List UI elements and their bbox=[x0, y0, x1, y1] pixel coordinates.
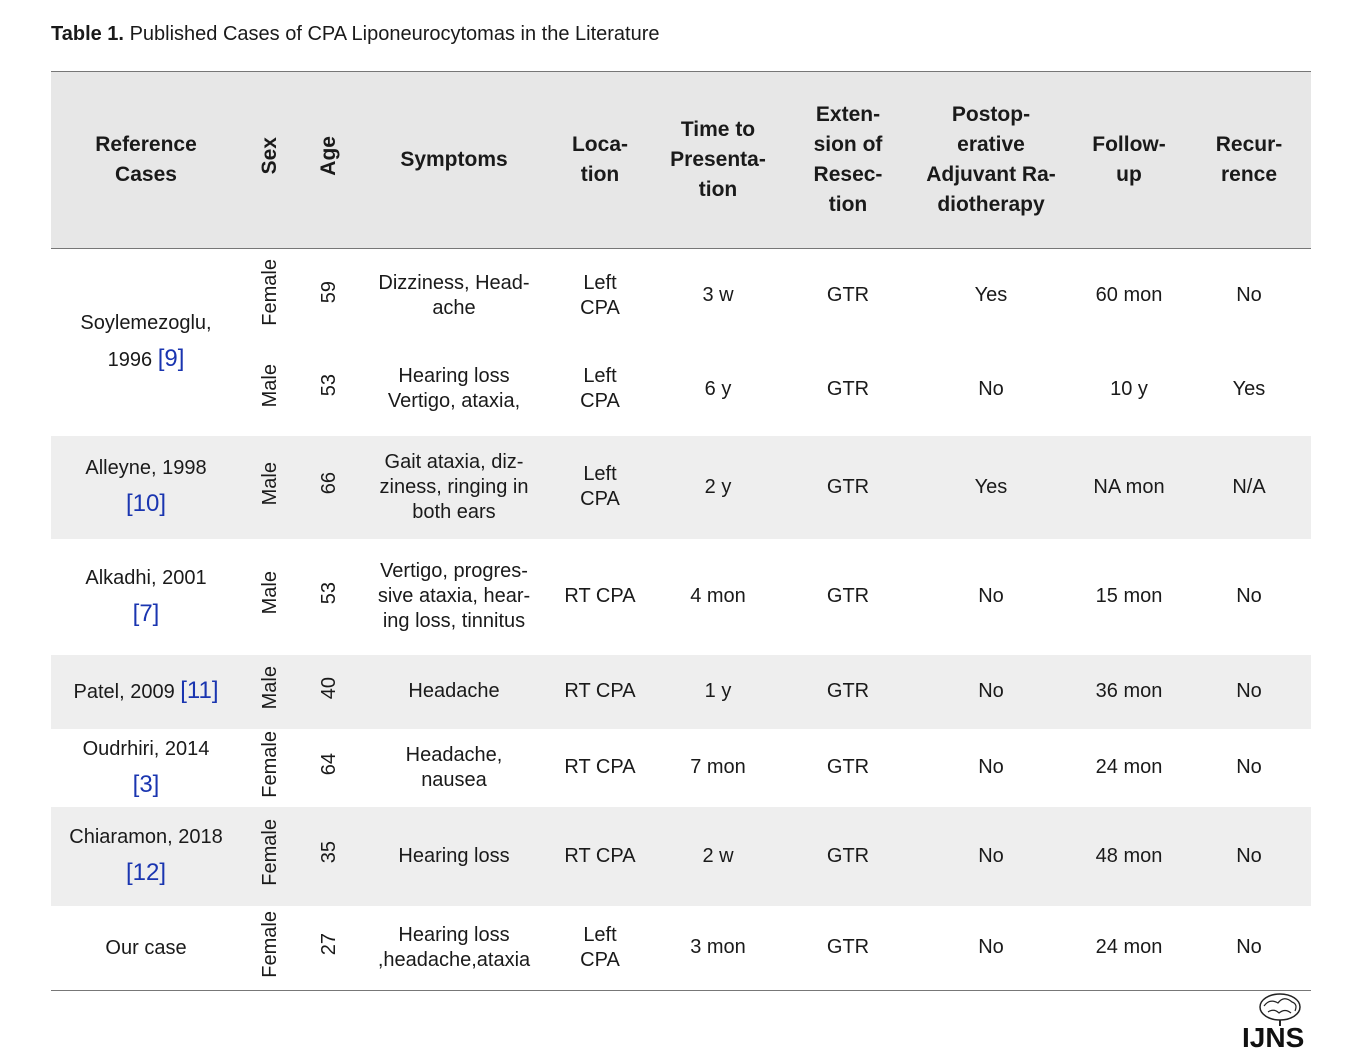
header-reference: Reference Cases bbox=[95, 133, 197, 186]
recurrence-cell: No bbox=[1236, 936, 1262, 959]
header-radiotherapy: Postop- erative Adjuvant Ra- diotherapy bbox=[926, 103, 1056, 216]
table-row bbox=[51, 906, 1311, 991]
symptoms-cell: Vertigo, progres- sive ataxia, hear- ing loss, tinnitus bbox=[377, 560, 531, 632]
sex-cell bbox=[241, 807, 299, 906]
header-row bbox=[51, 72, 1311, 249]
resection-cell: GTR bbox=[826, 585, 870, 607]
sex-value: Male bbox=[258, 363, 281, 408]
reference-link[interactable]: [9] bbox=[157, 345, 185, 373]
sex-cell bbox=[241, 343, 299, 436]
age-cell bbox=[299, 539, 359, 655]
reference-text: Soylemezoglu, 1996 bbox=[80, 312, 212, 372]
reference-link[interactable]: [10] bbox=[125, 490, 167, 517]
symptoms-cell: Hearing loss bbox=[359, 807, 549, 906]
sex-cell bbox=[241, 729, 299, 807]
age-cell bbox=[299, 436, 359, 539]
followup-cell: 36 mon bbox=[1071, 655, 1187, 729]
reference-cell bbox=[51, 249, 241, 436]
radiotherapy-cell: No bbox=[978, 585, 1004, 607]
sex-cell bbox=[241, 249, 299, 343]
table-row bbox=[51, 807, 1311, 906]
age-value: 66 bbox=[317, 472, 340, 495]
reference-cell bbox=[51, 436, 241, 539]
header-resection: Exten- sion of Resec- tion bbox=[813, 103, 883, 216]
recurrence-cell: No bbox=[1187, 655, 1311, 729]
recurrence-cell: N/A bbox=[1187, 436, 1311, 539]
sex-cell bbox=[241, 436, 299, 539]
radiotherapy-cell: No bbox=[978, 377, 1004, 400]
location-cell: Left CPA bbox=[549, 436, 651, 539]
age-value: 59 bbox=[317, 281, 340, 304]
reference-link[interactable]: [7] bbox=[132, 599, 160, 627]
header-sex bbox=[241, 72, 299, 249]
sex-value: Female bbox=[258, 730, 281, 798]
sex-cell bbox=[241, 655, 299, 729]
reference-cell bbox=[51, 807, 241, 906]
time-cell: 6 y bbox=[704, 377, 732, 400]
location-cell: RT CPA bbox=[564, 756, 636, 778]
age-value: 64 bbox=[317, 752, 340, 776]
sex-value: Female bbox=[258, 910, 281, 978]
time-cell: 3 w bbox=[702, 284, 734, 307]
age-value: 27 bbox=[317, 933, 340, 956]
radiotherapy-cell: No bbox=[911, 807, 1071, 906]
reference-cell bbox=[51, 729, 241, 807]
reference-cell bbox=[51, 906, 241, 991]
table-row bbox=[51, 249, 1311, 343]
resection-cell: GTR bbox=[785, 436, 911, 539]
header-time: Time to Presenta- tion bbox=[670, 118, 766, 201]
radiotherapy-cell: No bbox=[978, 936, 1004, 959]
resection-cell: GTR bbox=[826, 377, 870, 400]
reference-link[interactable]: [11] bbox=[180, 677, 219, 704]
header-symptoms: Symptoms bbox=[400, 148, 508, 171]
radiotherapy-cell: No bbox=[978, 756, 1004, 778]
logo-text: IJNS bbox=[1242, 1022, 1305, 1050]
age-cell bbox=[299, 807, 359, 906]
time-cell: 2 y bbox=[651, 436, 785, 539]
followup-cell: 24 mon bbox=[1095, 756, 1163, 778]
location-cell: Left CPA bbox=[580, 365, 620, 412]
followup-cell: 48 mon bbox=[1071, 807, 1187, 906]
sex-value: Male bbox=[258, 571, 281, 615]
location-cell: Left CPA bbox=[580, 923, 620, 971]
caption-label: Table 1. bbox=[51, 23, 124, 45]
radiotherapy-cell: Yes bbox=[974, 284, 1008, 307]
location-cell: RT CPA bbox=[549, 807, 651, 906]
header-sex-label: Sex bbox=[258, 136, 281, 175]
radiotherapy-cell: No bbox=[911, 655, 1071, 729]
symptoms-cell: Dizziness, Head- ache bbox=[378, 271, 530, 319]
sex-value: Male bbox=[258, 461, 281, 506]
age-cell bbox=[299, 729, 359, 807]
table-row bbox=[51, 436, 1311, 539]
recurrence-cell: Yes bbox=[1232, 377, 1266, 400]
age-cell bbox=[299, 343, 359, 436]
age-value: 35 bbox=[317, 841, 340, 864]
sex-value: Female bbox=[258, 819, 281, 886]
age-value: 40 bbox=[317, 676, 340, 700]
sex-value: Female bbox=[258, 258, 281, 326]
header-recurrence: Recur- rence bbox=[1215, 133, 1283, 186]
time-cell: 1 y bbox=[651, 655, 785, 729]
symptoms-cell: Gait ataxia, diz- ziness, ringing in both ears bbox=[359, 436, 549, 539]
symptoms-cell: Hearing loss ,headache,ataxia bbox=[377, 923, 531, 971]
reference-text: Our case bbox=[105, 937, 187, 960]
radiotherapy-cell: Yes bbox=[911, 436, 1071, 539]
reference-text: Oudrhiri, 2014 bbox=[82, 737, 210, 760]
symptoms-cell: Headache, nausea bbox=[405, 743, 503, 791]
location-cell: RT CPA bbox=[549, 655, 651, 729]
reference-text: Alkadhi, 2001 bbox=[85, 566, 207, 589]
header-location: Loca- tion bbox=[571, 133, 628, 186]
recurrence-cell: No bbox=[1187, 807, 1311, 906]
time-cell: 2 w bbox=[651, 807, 785, 906]
reference-cell bbox=[51, 539, 241, 655]
table-row bbox=[51, 655, 1311, 729]
header-followup: Follow- up bbox=[1092, 133, 1166, 186]
table-row bbox=[51, 539, 1311, 655]
header-age-label: Age bbox=[317, 135, 340, 176]
caption-text: Published Cases of CPA Liponeurocytomas in the Literature bbox=[129, 23, 660, 45]
reference-link[interactable]: [12] bbox=[125, 859, 167, 886]
recurrence-cell: No bbox=[1236, 756, 1262, 778]
age-value: 53 bbox=[317, 581, 340, 605]
reference-text: Patel, 2009 bbox=[73, 681, 181, 703]
followup-cell: NA mon bbox=[1071, 436, 1187, 539]
reference-text: Chiaramon, 2018 bbox=[69, 826, 223, 848]
symptoms-cell: Headache bbox=[359, 655, 549, 729]
followup-cell: 60 mon bbox=[1095, 284, 1163, 307]
reference-link[interactable]: [3] bbox=[132, 770, 160, 798]
resection-cell: GTR bbox=[826, 756, 870, 778]
reference-cell bbox=[51, 655, 241, 729]
location-cell: Left CPA bbox=[580, 271, 620, 319]
symptoms-cell: Hearing loss Vertigo, ataxia, bbox=[387, 365, 521, 412]
age-value: 53 bbox=[317, 374, 340, 397]
sex-cell bbox=[241, 906, 299, 991]
resection-cell: GTR bbox=[826, 936, 870, 959]
sex-cell bbox=[241, 539, 299, 655]
location-cell: RT CPA bbox=[564, 585, 636, 607]
table-caption bbox=[51, 20, 660, 48]
age-cell bbox=[299, 249, 359, 343]
followup-cell: 10 y bbox=[1110, 377, 1148, 400]
journal-logo bbox=[1240, 992, 1316, 1050]
resection-cell: GTR bbox=[785, 807, 911, 906]
header-age bbox=[299, 72, 359, 249]
age-cell bbox=[299, 655, 359, 729]
recurrence-cell: No bbox=[1236, 284, 1262, 307]
time-cell: 4 mon bbox=[690, 585, 746, 607]
time-cell: 7 mon bbox=[690, 756, 746, 778]
time-cell: 3 mon bbox=[690, 936, 746, 959]
recurrence-cell: No bbox=[1236, 585, 1262, 607]
cases-table bbox=[51, 71, 1311, 991]
age-cell bbox=[299, 906, 359, 991]
followup-cell: 24 mon bbox=[1095, 936, 1163, 959]
table-row bbox=[51, 729, 1311, 807]
resection-cell: GTR bbox=[826, 284, 870, 307]
followup-cell: 15 mon bbox=[1095, 585, 1163, 607]
reference-text: Alleyne, 1998 bbox=[85, 457, 207, 479]
resection-cell: GTR bbox=[785, 655, 911, 729]
sex-value: Male bbox=[258, 666, 281, 710]
